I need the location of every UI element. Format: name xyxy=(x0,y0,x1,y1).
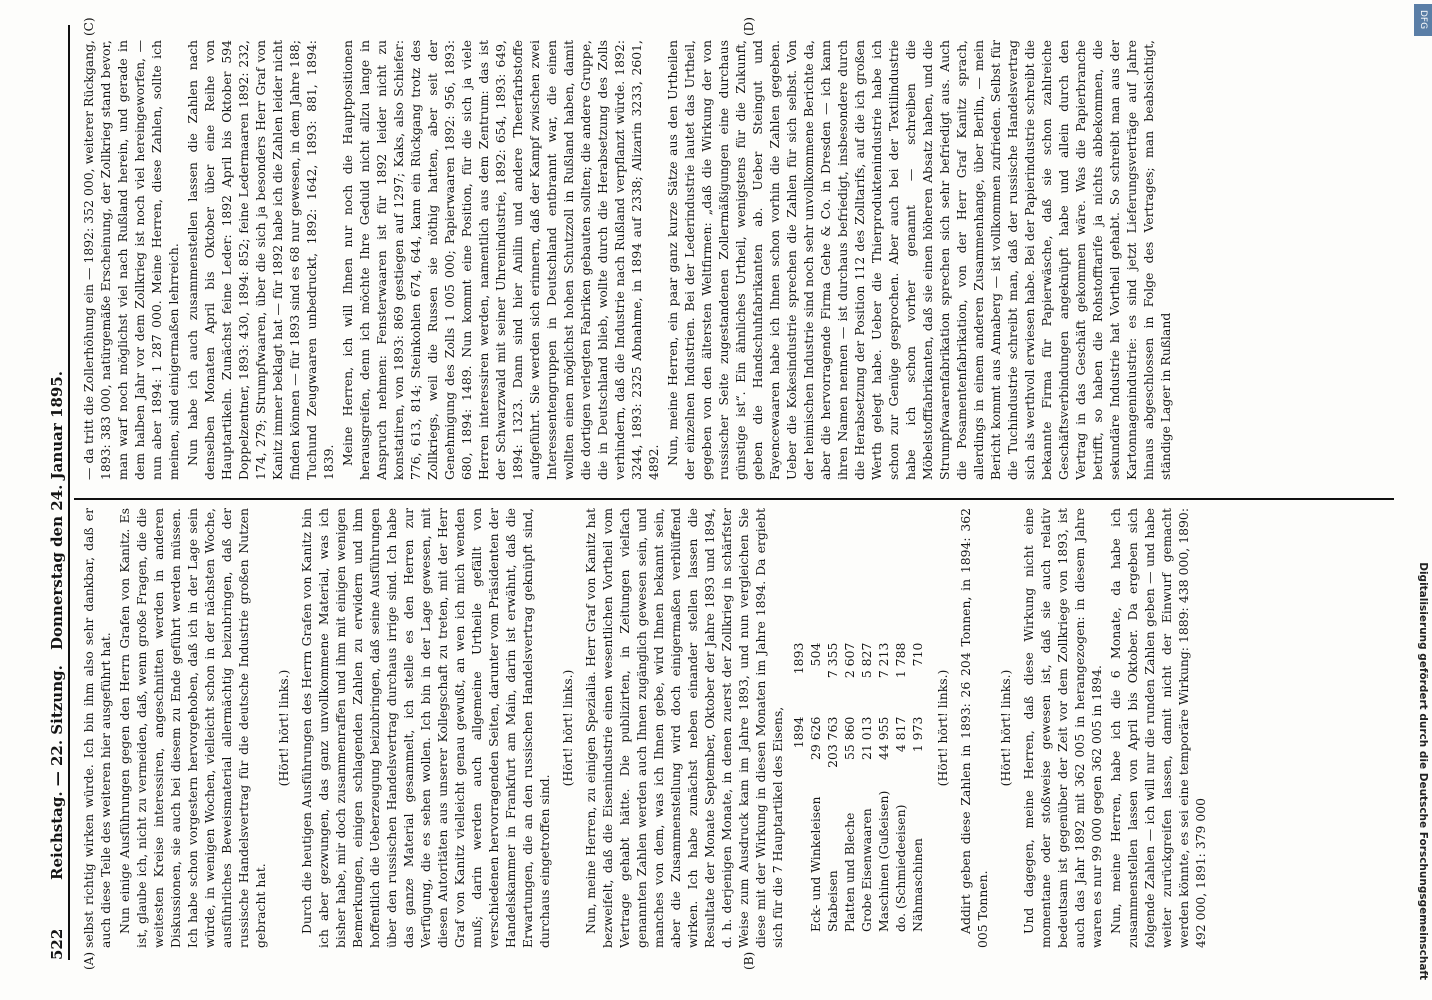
table-header-cell: 1894 xyxy=(791,716,806,749)
digitization-credit xyxy=(1414,20,1432,980)
paragraph: selbst richtig wirken würde. Ich bin ihm also sehr dankbar, daß er auch diese Teile des weiteren hier ausgeführt hat. xyxy=(81,508,113,948)
paragraph: Nun, meine Herren, ein paar ganz kurze Sätze aus den Urtheilen der einzelnen Industrien. Bei der Lederindustrie lautet das Urtheil, gegeben von den ältersten Weltfirmen: „daß die Wirkung der von russischer Seite zugestandenen Zollermäßigungen eine durchaus günstige ist“. Ein ähnliches Urtheil, wenigstens für die Zukunft, geben die Handschuhfabrikanten ab. Ueber Steingut und Fayencewaaren habe ich Ihnen schon vorhin die Zahlen gegeben. Ueber die Kokesindustrie sprechen die Zahlen für sich selbst. Von der heimischen Industrie sind noch sehr unvollkommene Berichte da, aber die hervorragende Firma Gehe & Co. in Dresden — ich kann ihren Namen nennen — ist durchaus befriedigt, insbesondere durch die Herabsetzung der Position 112 des Zolltarifs, auf die ich großen Werth gelegt habe. Ueber die Thierproduktenindustrie habe ich schon zur Genüge gesprochen. Aber auch bei der Textilindustrie habe ich schon vorher genannt — schreiben die Möbelstofffabrikanten, daß sie einen höheren Absatz haben, und die Strumpfwaarenfabrikation sprechen sich sehr befriedigt aus. Auch die Posamentenfabrikation, von der Herr Graf Kanitz sprach, allerdings in einem anderen Zusammenhange, über Berlin, — mein Bericht kommt aus Annaberg — ist vollkommen zufrieden. Selbst für die Tuchindustrie schreibt man, daß der russische Handelsvertrag sich als werthvoll erwiesen habe. Bei der Papierindustrie schreibt die bekannte Firma für Papierwäsche, daß sie schon zahlreiche Geschäftsverbindungen angeknüpft habe und allein durch den Vertrag in das Geschäft gekommen wäre. Was die Papierbranche betrifft, so haben die Rohstofftarife ja nichts abbekommen, die sekundäre Industrie hat Vortheil gehabt. So schreibt man aus der Kartonnagenindustrie: es sind jetzt Lieferungsverträge auf Jahre hinaus abgeschlossen in Folge des Vertrages; man beabsichtigt, ständige Lager in Rußland xyxy=(665,40,1173,480)
table-row xyxy=(858,637,875,938)
table-row xyxy=(841,637,858,938)
table-cell: 7 355 xyxy=(825,642,840,679)
table-row xyxy=(807,637,824,938)
margin-marker-d: (D) xyxy=(742,17,756,36)
running-title: Reichstag. — 22. Sitzung. xyxy=(48,665,66,880)
margin-marker-b: (B) xyxy=(742,951,756,970)
paragraph: Meine Herren, ich will Ihnen nur noch die Hauptpositionen herausgreifen, denn ich möchte Ihre Geduld nicht allzu lange in Anspruch nehmen: Fensterwaaren ist für 1892 leider nicht zu konstatiren, von 1893: 869 gestiegen auf 1297; Kaks, also Schiefer: 776, 613, 814; Steinkohlen 674, 644, kann ein Rückgang trotz des Zollkriegs, weil die Russen sie nöthig hatten, aber seit der Genehmigung des Zolls 1 005 000; Papierwaaren 1892: 956, 1893: 680, 1894: 1489. Nun kommt eine Position, für die sich ja viele Herren interessiren werden, namentlich aus dem Zentrum: das ist der Schwarzwald mit seiner Uhrenindustrie, 1892: 654, 1893: 649, 1894: 1323. Dann sind hier Anilin und andere Theerfarbstoffe aufgeführt. Sie werden sich erinnern, daß der Kampf zwischen zwei Interessentengruppen in Deutschland entbrannt war, die einen wollten einen möglichst hohen Schutzzoll in Rußland haben, damit die dortigen verlegten Fabriken gebauten sollten; die andere Gruppe, die in Deutschland blieb, wollte durch die Herabsetzung des Zolls verhindern, daß die Industrie nach Rußland verpflanzt würde. 1892: 3244, 1893: 2325 Abnahme, in 1894 auf 2338; Alizarin 3233, 2601, 4892. xyxy=(340,40,661,480)
table-cell: Eck- und Winkeleisen xyxy=(808,796,823,932)
paragraph: Nun, meine Herren, habe ich die 6 Monate, da habe ich zusammenstellen lassen von April bis Oktober. Da ergeben sich folgende Zahlen — ich will nur die runden Zahlen geben — und habe weiter zurückgreifen lassen, damit nicht der Einwurf gemacht werden könnte, es sei eine temporäre Wirkung: 1889: 438 000, 1890: 492 000, 1891: 379 000 xyxy=(1108,508,1208,948)
table-cell: Stabeisen xyxy=(825,870,840,932)
paragraph: Nun, meine Herren, zu einigen Spezialia. Herr Graf von Kanitz hat bezweifelt, daß die Eisenindustrie einen wesentlichen Vortheil vom Vertrage gehabt hätte. Die publizirten, in Zeitungen vielfach genannten Zahlen werden auch Ihnen zugänglich gewesen sein, und manches von dem, was ich Ihnen gebe, wird Ihnen bekannt sein, aber die Zusammenstellung wird doch einigermaßen verblüffend wirken. Ich habe zunächst neben einander stellen lassen die Resultate der Monate September, Oktober der Jahre 1893 und 1894, d. h. derjenigen Monate, in denen zuerst der Zollkrieg in schärfster Weise zum Ausdruck kam im Jahre 1893, und nun vergleichen Sie diese mit der Wirkung in diesen Monaten im Jahre 1894. Da ergiebt sich für die 7 Hauptartikel des Eisens, xyxy=(583,508,785,948)
table-cell: 29 626 xyxy=(808,716,823,761)
table-cell: do. (Schmiedeeisen) xyxy=(893,804,908,932)
table-cell: 21 013 xyxy=(859,716,874,761)
paragraph: Nun einige Ausführungen gegen den Herrn Grafen von Kanitz. Es ist, glaube ich, nicht zu vermeiden, daß, wenn große Fragen, die die weitesten Kreise interessiren, angeschnitten werden in anderen Diskussionen, sie auch bei diesem zu Ende geführt werden müssen. Ich habe schon vorgestern hervorgehoben, daß ich in der Lage sein würde, in wenigen Wochen, vielleicht schon in der nächsten Woche, ausführliches Beweismaterial allermächtig beizubringen, daß der russische Handelsvertrag für die deutsche Industrie großen Nutzen gebracht hat. xyxy=(117,508,268,948)
table-cell: 55 860 xyxy=(842,716,857,761)
table-row xyxy=(909,637,926,938)
interjection: (Hört! hört! links.) xyxy=(998,669,1013,787)
table-header-cell: 1893 xyxy=(791,642,806,675)
table-cell: 5 827 xyxy=(859,642,874,679)
paragraph: Und dagegen, meine Herren, daß diese Wirkung nicht eine momentane oder stoßweise gewesen ist, daß sie auch relativ bedeutsam ist gegenüber der Zeit vor dem Zollkriege von 1893, ist auch das Jahr 1892 mit 362 005 in herangezogen: in diesem Jahre waren es nur 99 000 gegen 362 005 in 1894. xyxy=(1021,508,1104,948)
column-divider xyxy=(74,498,1394,500)
interjection: (Hört! hört! links.) xyxy=(276,669,291,787)
interjection: (Hört! hört! links.) xyxy=(560,669,575,787)
table-cell: 203 763 xyxy=(825,716,840,768)
table-cell: 1 973 xyxy=(910,716,925,753)
paragraph: Nun habe ich auch zusammenstellen lassen die Zahlen nach denselben Monaten April bis Oktober über eine Reihe von Hauptartikeln. Zunächst feine Leder: 1892 April bis Oktober 594 Doppelzentner, 1893: 430, 1894: 852; feine Ledermaaren 1892: 232, 174, 279; Strumpfwaaren, über die sich ja besonders Herr Graf von Kanitz immer beklagt hat — für 1892 habe ich die Zahlen leider nicht finden können — für 1893 sind es 68 nur gewesen, in dem Jahre 188; Tuchund Zeugwaaren unbedruckt, 1892: 1642, 1893: 881, 1894: 1839. xyxy=(185,40,336,480)
interjection: (Hört! hört! links.) xyxy=(935,669,950,787)
margin-marker-c: (C) xyxy=(82,17,96,36)
table-cell: Nähmaschinen xyxy=(910,838,925,932)
iron-export-table xyxy=(790,637,926,938)
table-header-cell xyxy=(790,785,807,938)
table-cell: Platten und Bleche xyxy=(842,812,857,932)
table-cell: 504 xyxy=(808,642,823,667)
digitization-credit-text: Digitalisierung gefördert durch die Deutsche Forschungsgemeinschaft xyxy=(1417,562,1429,980)
session-date: Donnerstag den 24. Januar 1895. xyxy=(48,371,66,650)
right-column xyxy=(80,40,1390,480)
table-cell: 2 607 xyxy=(842,642,857,679)
table-header-row xyxy=(790,637,807,938)
table-cell: 7 213 xyxy=(876,642,891,679)
table-row xyxy=(875,637,892,938)
table-row xyxy=(892,637,909,938)
header-rule xyxy=(68,25,70,960)
table-cell: 710 xyxy=(910,642,925,667)
margin-marker-a: (A) xyxy=(82,951,96,970)
dfg-logo-label: DFG xyxy=(1418,10,1428,30)
paragraph: Durch die heutigen Ausführungen des Herrn Grafen von Kanitz bin ich aber gezwungen, das ganz unvollkommene Material, was ich bisher habe, mir doch zusammenraffen und ihm mit einigen wenigen Bemerkungen, einigen schlagenden Zahlen zu erwidern und ihm hoffentlich die Ueberzeugung beizubringen, daß seine Ausführungen über den russischen Handelsvertrag durchaus irrige sind. Ich habe das ganze Material gesammelt, ich stelle es den Herren zur Verfügung, die es sehen wollen. Ich bin in der Lage gewesen, mit diesen Autoritäten aus unserer Kollegschaft zu treten, mit der Herr Graf von Kanitz vielleicht genau gewußt, an wen ich mich wenden muß; darin werden auch allgemeine Urtheile gefällt von verschiedenen hervorragenden Seiten, darunter vom Präsidenten der Handelskammer in Frankfurt am Main, darin ist erwähnt, daß die Erwartungen, die an den russischen Handelsvertrag geknüpft sind, durchaus eingetroffen sind. xyxy=(299,508,552,948)
page-number: 522 xyxy=(48,928,66,960)
table-cell: Grobe Eisenwaaren xyxy=(859,808,874,932)
left-column xyxy=(80,508,1390,948)
table-cell: Maschinen (Gußeisen) xyxy=(876,790,891,932)
paragraph: — da tritt die Zollerhöhung ein — 1892: 352 000, weiterer Rückgang, 1893: 383 000, natürgemäße Erscheinung, der Zollkrieg stand bevor, man warf noch möglichst viel nach Rußland herein, und gerade in dem halben Jahr vor dem Zollkrieg ist noch viel hereingeworfen, — nun aber 1894: 1 287 000. Meine Herren, diese Zahlen, sollte ich meinen, sind einigermaßen lehrreich. xyxy=(81,40,181,480)
table-cell: 4 817 xyxy=(893,716,908,753)
table-cell: 1 788 xyxy=(893,642,908,679)
table-row xyxy=(824,637,841,938)
paragraph: Addirt geben diese Zahlen in 1893: 26 204 Tonnen, in 1894: 362 005 Tonnen. xyxy=(958,508,990,948)
table-cell: 44 955 xyxy=(876,716,891,761)
